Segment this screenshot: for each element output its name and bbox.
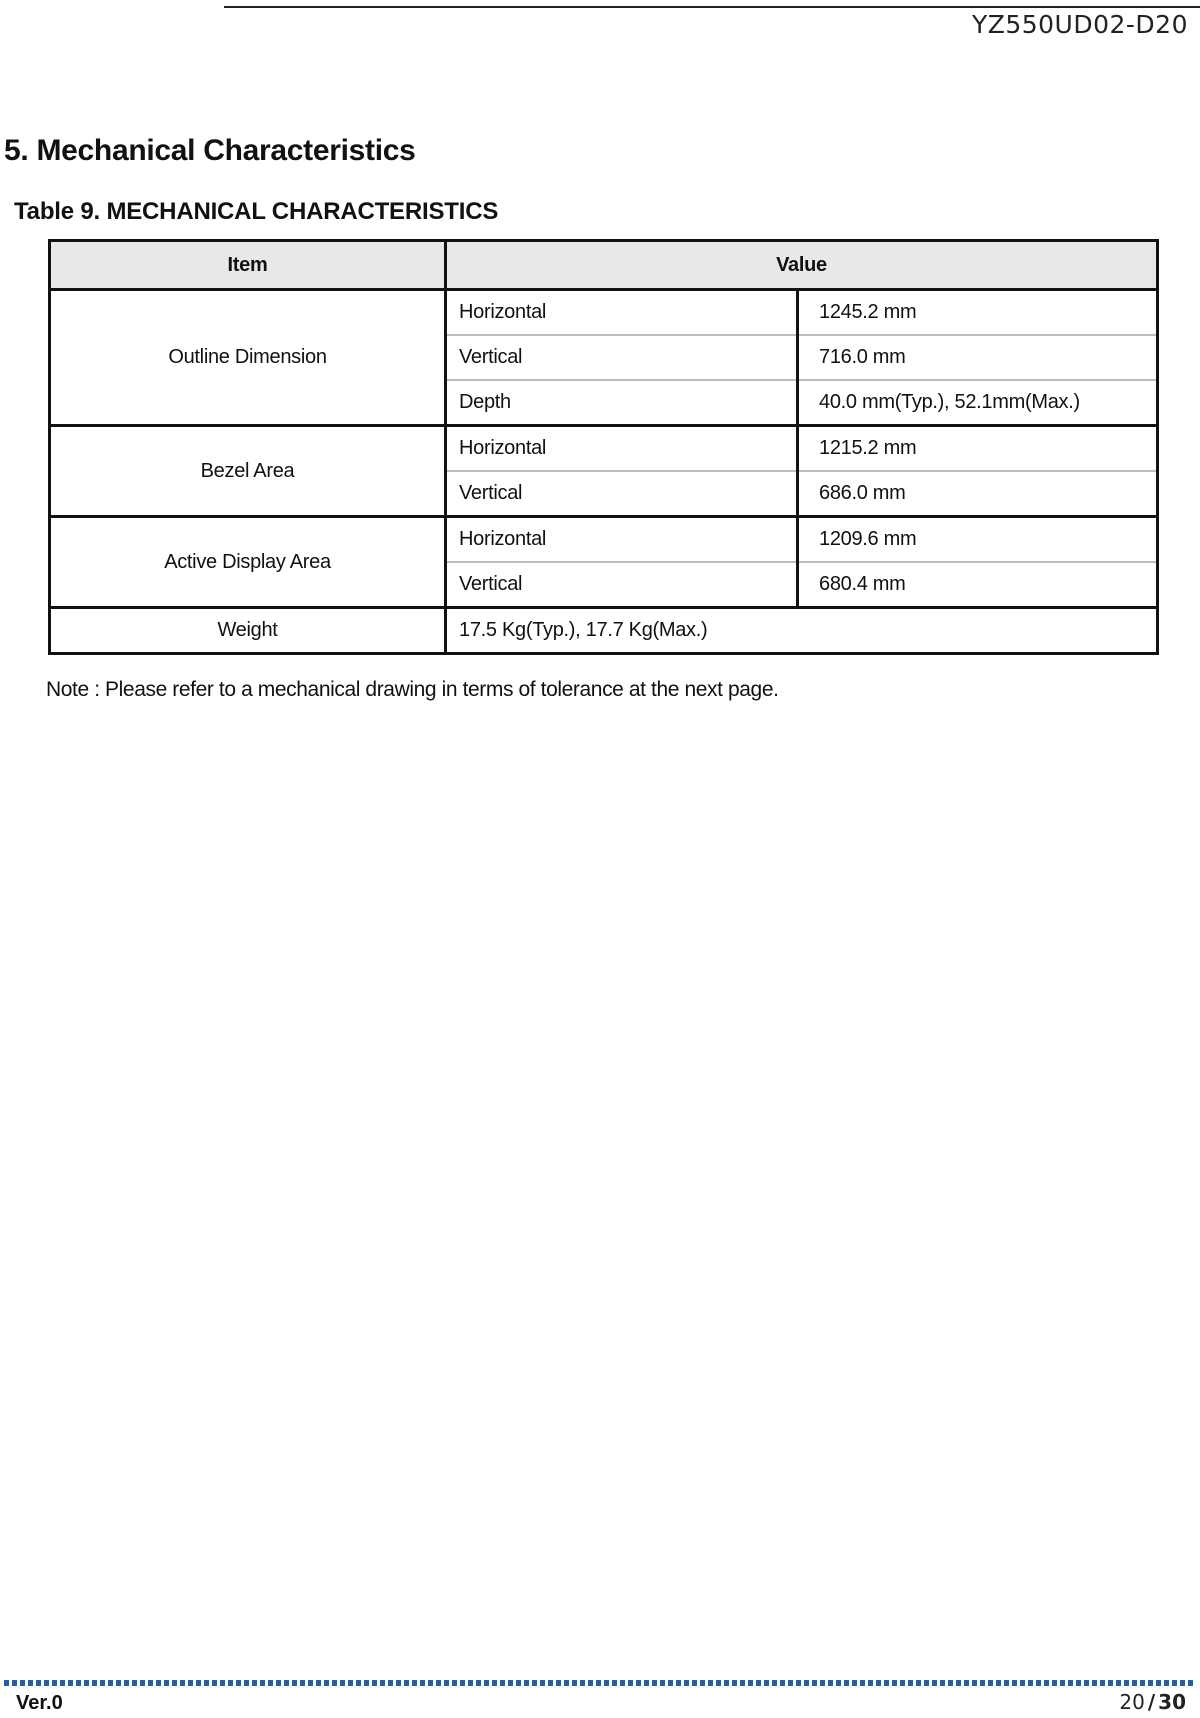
sub-label: Vertical: [446, 562, 798, 608]
sub-label: Vertical: [446, 471, 798, 517]
page-separator: /: [1147, 1690, 1156, 1714]
document-id: YZ550UD02-D20: [971, 10, 1188, 39]
value-cell: 1209.6 mm: [798, 517, 1158, 563]
table-row: [50, 517, 1158, 563]
header-rule: [224, 6, 1200, 8]
value-cell: 1215.2 mm: [798, 426, 1158, 472]
sub-label: Vertical: [446, 335, 798, 380]
mechanical-characteristics-table: [48, 239, 1159, 655]
value-cell: 680.4 mm: [798, 562, 1158, 608]
weight-value: 17.5 Kg(Typ.), 17.7 Kg(Max.): [459, 619, 708, 641]
sub-label: Depth: [446, 380, 798, 426]
table-note: Note : Please refer to a mechanical drawing in terms of tolerance at the next page.: [46, 678, 779, 701]
value-cell: 686.0 mm: [798, 471, 1158, 517]
value-cell: 716.0 mm: [798, 335, 1158, 380]
header-value: Value: [446, 241, 1158, 290]
page-number: [1119, 1690, 1186, 1714]
footer-dotted-rule: [4, 1680, 1194, 1686]
section-title: 5. Mechanical Characteristics: [4, 134, 416, 167]
table-caption: Table 9. MECHANICAL CHARACTERISTICS: [14, 198, 499, 225]
version-label: Ver.0: [16, 1692, 63, 1714]
item-weight: Weight: [50, 608, 446, 654]
page-total: 30: [1158, 1690, 1186, 1714]
table-row: [50, 290, 1158, 336]
table-row: [50, 608, 1158, 654]
sub-label: Horizontal: [446, 426, 798, 472]
table-header-row: [50, 241, 1158, 290]
sub-label: Horizontal: [446, 290, 798, 336]
item-outline-dimension: Outline Dimension: [50, 290, 446, 426]
sub-label: Horizontal: [446, 517, 798, 563]
table-row: [50, 426, 1158, 472]
item-active-display-area: Active Display Area: [50, 517, 446, 608]
page-current: 20: [1119, 1690, 1145, 1714]
item-bezel-area: Bezel Area: [50, 426, 446, 517]
value-cell: 40.0 mm(Typ.), 52.1mm(Max.): [798, 380, 1158, 426]
value-cell: 1245.2 mm: [798, 290, 1158, 336]
header-item: Item: [50, 241, 446, 290]
